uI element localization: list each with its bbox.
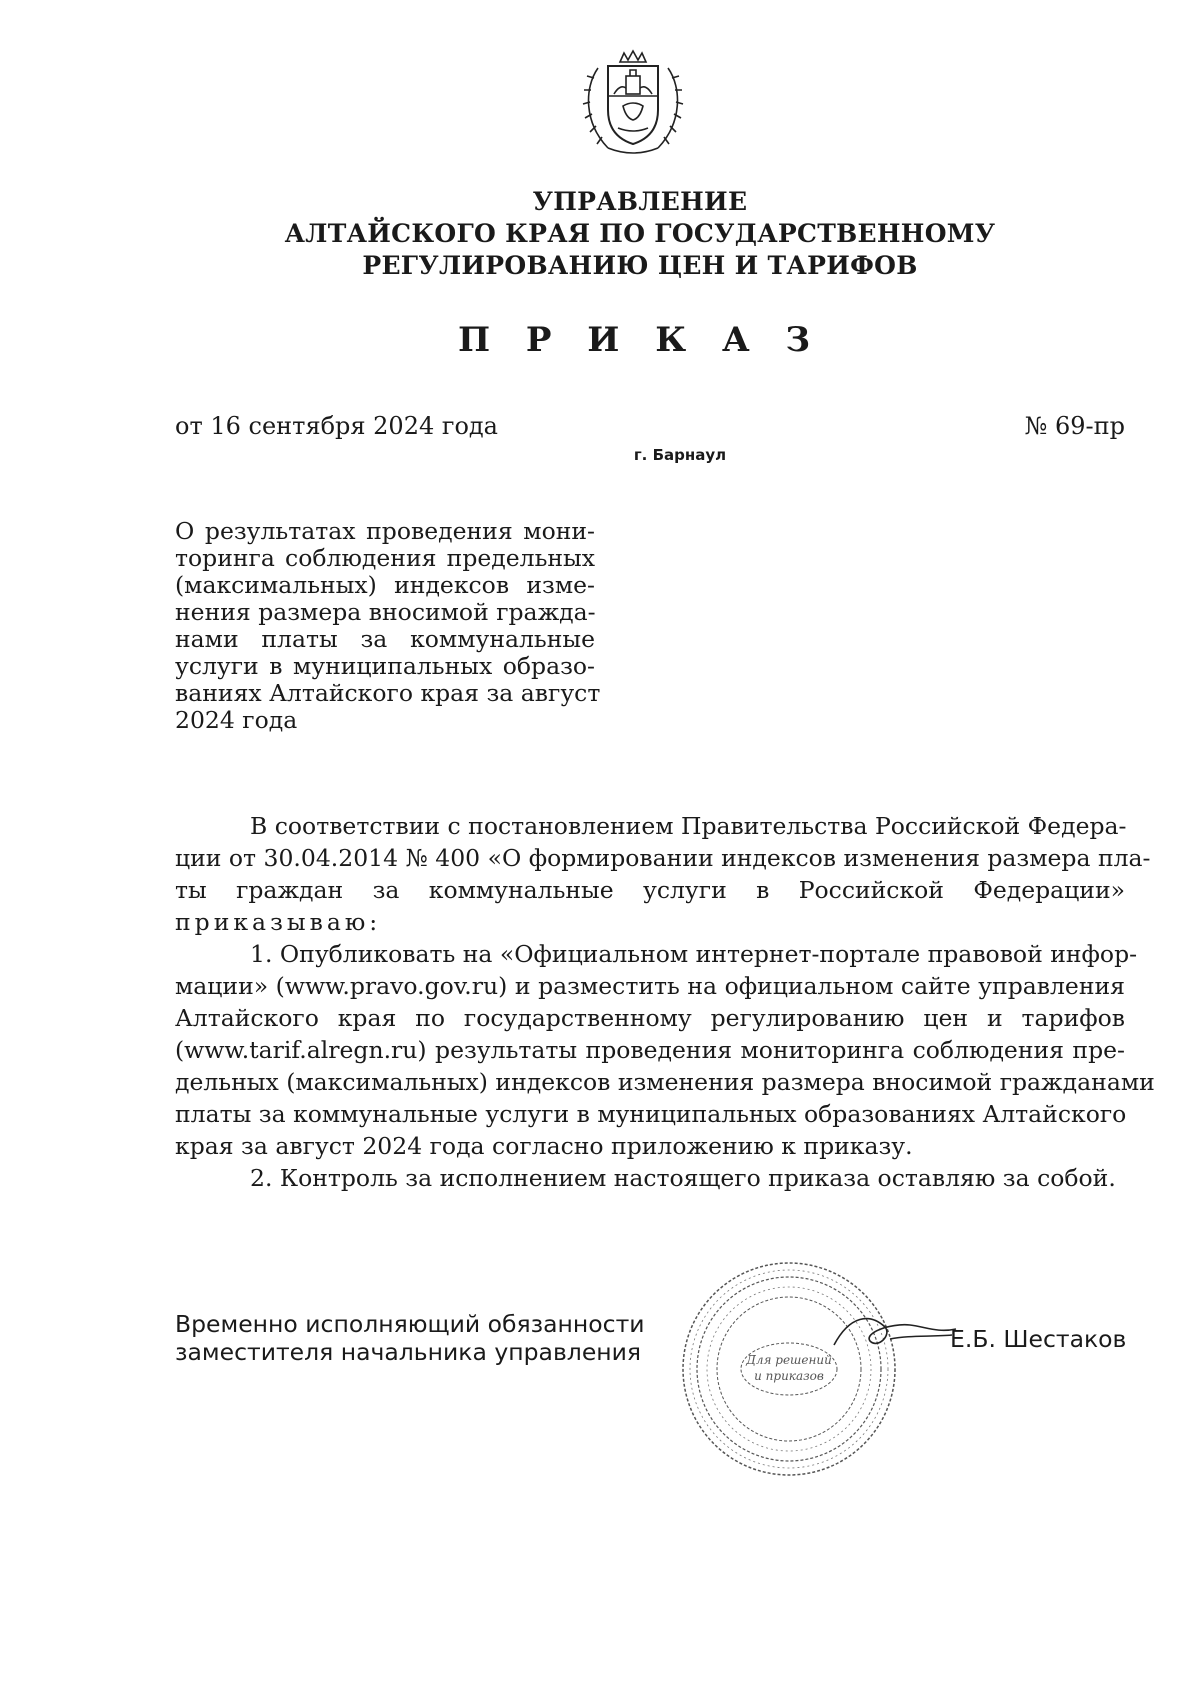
preamble-line: В соответствии с постановлением Правительства Российской Федера- [250,812,1127,840]
item-1-line: края за август 2024 года согласно приложению к приказу. [175,1132,913,1160]
item-2-line: 2. Контроль за исполнением настоящего приказа оставляю за собой. [250,1164,1116,1192]
preamble-line: ции от 30.04.2014 № 400 «О формировании индексов изменения размера пла- [175,844,1151,872]
item-1-line: 1. Опубликовать на «Официальном интернет-портале правовой инфор- [250,940,1138,968]
subject-line: торинга соблюдения предельных [175,544,595,572]
subject-line: нами платы за коммунальные [175,625,595,653]
subject-line: (максимальных) индексов изме- [175,571,595,599]
document-subject [175,517,601,734]
item-1-line: Алтайского края по государственному регулированию цен и тарифов [175,1004,1125,1032]
subject-line: услуги в муниципальных образо- [175,652,595,680]
signatory-position-line: Временно исполняющий обязанности [175,1310,645,1338]
preamble-line: ты граждан за коммунальные услуги в Российской Федерации» [175,876,1125,904]
subject-line: нения размера вносимой гражда- [175,598,596,626]
org-line: УПРАВЛЕНИЕ [532,187,748,216]
item-1-line: (www.tarif.alregn.ru) результаты проведения мониторинга соблюдения пре- [175,1036,1125,1064]
stamp-inner-text: и приказов [754,1369,824,1383]
signatory-position [175,1310,645,1366]
item-1-line: мации» (www.pravo.gov.ru) и разместить на официальном сайте управления [175,972,1125,1000]
document-body [175,810,1155,1194]
signatory-name: Е.Б. Шестаков [950,1325,1127,1353]
document-date: от 16 сентября 2024 года [175,412,498,440]
handwritten-signature [830,1305,960,1365]
subject-line: 2024 года [175,706,298,734]
official-stamp [678,1258,900,1480]
signatory-position-line: заместителя начальника управления [175,1338,642,1366]
coat-of-arms-emblem [578,48,688,160]
stamp-inner-text: Для решений [746,1353,832,1367]
document-number: № 69-пр [1024,412,1125,440]
subject-line: О результатах проведения мони- [175,517,595,545]
item-1-line: дельных (максимальных) индексов изменения размера вносимой гражданами [175,1068,1155,1096]
document-city: г. Барнаул [633,446,727,464]
org-line: РЕГУЛИРОВАНИЮ ЦЕН И ТАРИФОВ [362,251,918,280]
document-type-title: П Р И К А З [457,320,823,360]
organization-header [200,186,1080,282]
item-1-line: платы за коммунальные услуги в муниципальных образованиях Алтайского [175,1100,1127,1128]
org-line: АЛТАЙСКОГО КРАЯ ПО ГОСУДАРСТВЕННОМУ [284,219,996,248]
order-keyword: приказываю: [175,908,382,936]
subject-line: ваниях Алтайского края за август [175,679,601,707]
